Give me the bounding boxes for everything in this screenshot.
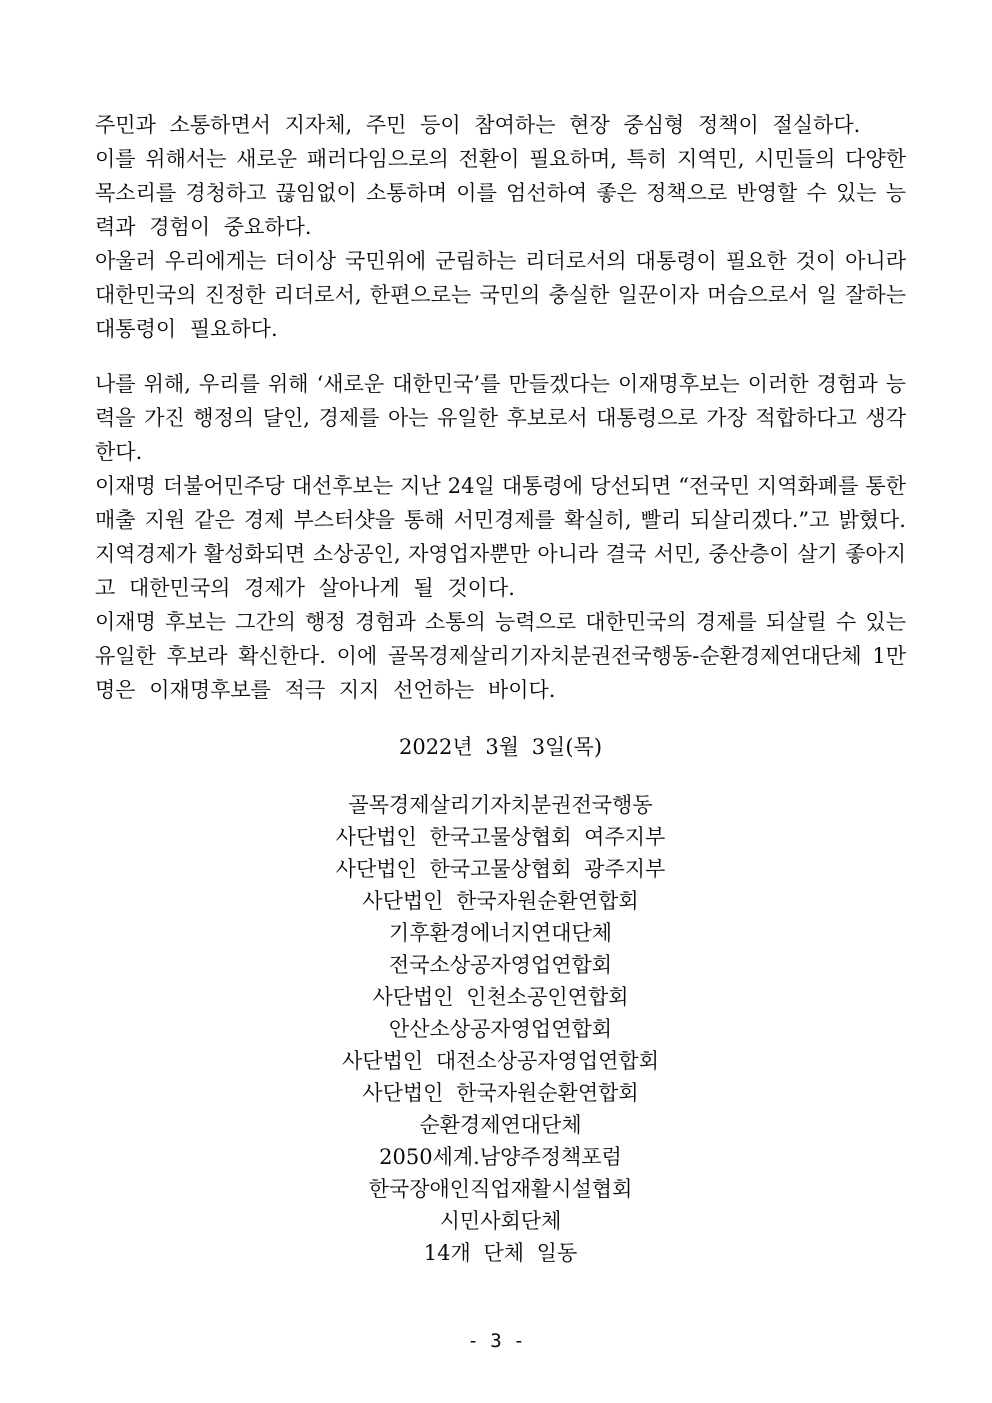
body-line: 목소리를 경청하고 끊임없이 소통하며 이를 엄선하여 좋은 정책으로 반영할 수 있는 능	[95, 181, 906, 205]
signatory-line: 사단법인 한국자원순환연합회	[362, 889, 639, 913]
page-number: - 3 -	[467, 1330, 525, 1352]
section-spacer	[95, 707, 906, 730]
signatory-line: 순환경제연대단체	[419, 1113, 582, 1137]
body-line: 지역경제가 활성화되면 소상공인, 자영업자뿐만 아니라 결국 서민, 중산층이 살기 좋아지	[95, 542, 906, 566]
body-line: 한다.	[95, 440, 143, 464]
signatory-list	[95, 789, 906, 1269]
signatory-line: 사단법인 대전소상공자영업연합회	[342, 1049, 659, 1073]
signatory-line: 사단법인 한국자원순환연합회	[362, 1081, 639, 1105]
body-line: 유일한 후보라 확신한다. 이에 골목경제살리기자치분권전국행동-순환경제연대단체 1만	[95, 644, 906, 668]
body-line: 고 대한민국의 경제가 살아나게 될 것이다.	[95, 576, 515, 600]
signatory-line: 기후환경에너지연대단체	[388, 921, 613, 945]
body-line: 이재명 더불어민주당 대선후보는 지난 24일 대통령에 당선되면 “전국민 지역화폐를 통한	[95, 474, 906, 498]
body-line: 대통령이 필요하다.	[95, 317, 278, 341]
signatory-line: 사단법인 한국고물상협회 여주지부	[335, 825, 666, 849]
body-line: 이를 위해서는 새로운 패러다임으로의 전환이 필요하며, 특히 지역민, 시민들의 다양한	[95, 147, 906, 171]
signatory-line: 사단법인 한국고물상협회 광주지부	[335, 857, 666, 881]
body-line: 명은 이재명후보를 적극 지지 선언하는 바이다.	[95, 678, 556, 702]
section-spacer	[95, 764, 906, 789]
signatory-line: 2050세계.남양주정책포럼	[379, 1145, 622, 1169]
signatory-line: 사단법인 인천소공인연합회	[372, 985, 629, 1009]
document-body	[95, 108, 906, 1269]
signatory-line: 한국장애인직업재활시설협회	[368, 1177, 633, 1201]
body-line: 력을 가진 행정의 달인, 경제를 아는 유일한 후보로서 대통령으로 가장 적합하다고 생각	[95, 406, 906, 430]
body-line: 매출 지원 같은 경제 부스터샷을 통해 서민경제를 확실히, 빨리 되살리겠다.”고 밝혔다.	[95, 508, 906, 532]
body-line: 대한민국의 진정한 리더로서, 한편으로는 국민의 충실한 일꾼이자 머슴으로서 일 잘하는	[95, 283, 906, 307]
date-line: 2022년 3월 3일(목)	[398, 735, 603, 759]
signatory-line: 시민사회단체	[439, 1209, 562, 1233]
signatory-line: 골목경제살리기자치분권전국행동	[348, 793, 653, 817]
body-line: 주민과 소통하면서 지자체, 주민 등이 참여하는 현장 중심형 정책이 절실하다.	[95, 113, 861, 137]
signatory-count-line: 14개 단체 일동	[423, 1241, 578, 1265]
body-line: 아울러 우리에게는 더이상 국민위에 군림하는 리더로서의 대통령이 필요한 것이 아니라	[95, 249, 906, 273]
paragraph-spacer	[95, 346, 906, 367]
signatory-line: 전국소상공자영업연합회	[388, 953, 613, 977]
signatory-line: 안산소상공자영업연합회	[388, 1017, 613, 1041]
body-line: 이재명 후보는 그간의 행정 경험과 소통의 능력으로 대한민국의 경제를 되살릴 수 있는	[95, 610, 906, 634]
body-line: 력과 경험이 중요하다.	[95, 215, 312, 239]
body-line: 나를 위해, 우리를 위해 ‘새로운 대한민국’를 만들겠다는 이재명후보는 이러한 경험과 능	[95, 372, 906, 396]
